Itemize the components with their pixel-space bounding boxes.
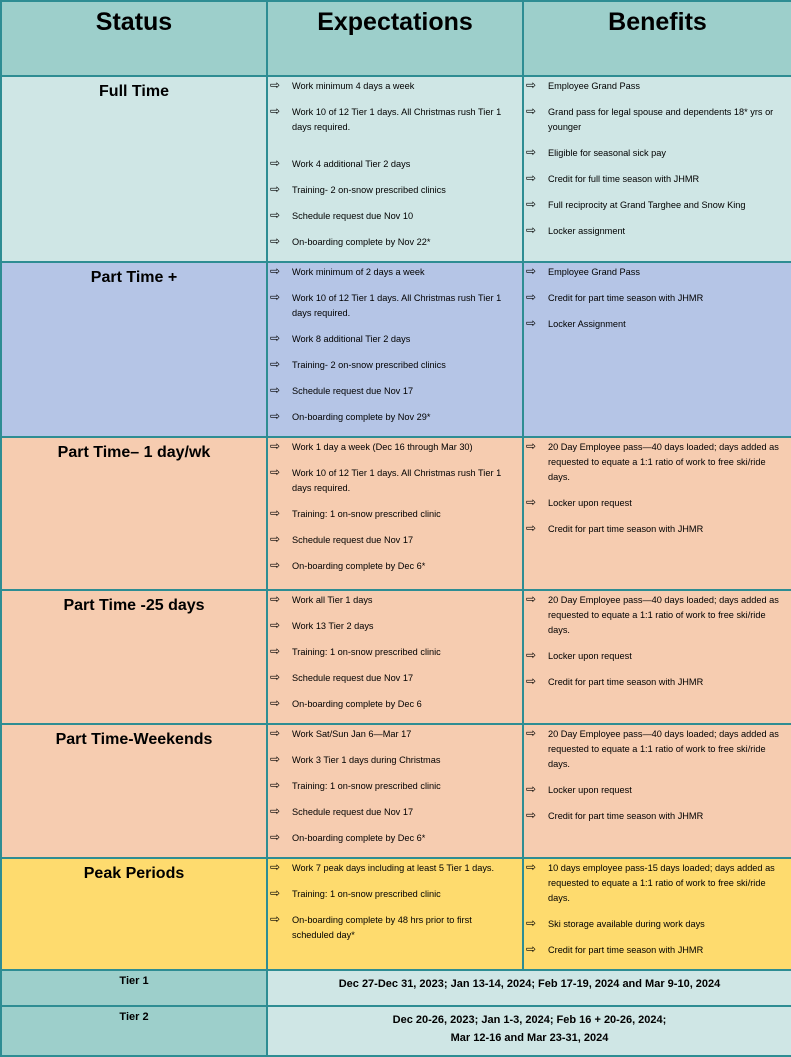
list-item: ⇨ Schedule request due Nov 17 bbox=[270, 804, 414, 818]
list-item: ⇨ Training: 1 on-snow prescribed clinic bbox=[270, 778, 441, 792]
right-arrow-icon: ⇨ bbox=[270, 696, 281, 710]
tier-label-cell: Tier 2 bbox=[1, 1006, 267, 1056]
list-item: ⇨ Work 1 day a week (Dec 16 through Mar 30) bbox=[270, 439, 473, 453]
list-item: ⇨ Grand pass for legal spouse and dependents 18* yrs or younger bbox=[526, 104, 774, 132]
list-item: ⇨ Credit for part time season with JHMR bbox=[526, 942, 704, 956]
list-item: ⇨ Schedule request due Nov 17 bbox=[270, 532, 414, 546]
right-arrow-icon: ⇨ bbox=[270, 182, 281, 196]
list-item: ⇨ Locker Assignment bbox=[526, 316, 626, 330]
right-arrow-icon: ⇨ bbox=[270, 264, 281, 278]
list-item: ⇨ Credit for part time season with JHMR bbox=[526, 674, 704, 688]
right-arrow-icon: ⇨ bbox=[526, 439, 537, 453]
right-arrow-icon: ⇨ bbox=[526, 171, 537, 185]
list-item: ⇨ Locker assignment bbox=[526, 223, 626, 237]
right-arrow-icon: ⇨ bbox=[526, 782, 537, 796]
status-cell: Part Time + bbox=[1, 262, 267, 437]
right-arrow-icon: ⇨ bbox=[270, 830, 281, 844]
list-item: ⇨ 20 Day Employee pass—40 days loaded; days added as requested to equate a 1:1 ratio of work to free ski/ride days. bbox=[526, 439, 779, 482]
list-item: ⇨ 10 days employee pass-15 days loaded; days added as requested to equate a 1:1 ratio of work to free ski/ride days. bbox=[526, 860, 775, 903]
list-item: ⇨ Work 3 Tier 1 days during Christmas bbox=[270, 752, 441, 766]
list-item: ⇨ On-boarding complete by Dec 6* bbox=[270, 558, 426, 572]
list-item: ⇨ Eligible for seasonal sick pay bbox=[526, 145, 666, 159]
list-item: ⇨ Credit for part time season with JHMR bbox=[526, 808, 704, 822]
list-item: ⇨ Employee Grand Pass bbox=[526, 264, 640, 278]
list-item: ⇨ Training- 2 on-snow prescribed clinics bbox=[270, 182, 446, 196]
benefits-cell bbox=[523, 437, 791, 590]
list-item: ⇨ Training: 1 on-snow prescribed clinic bbox=[270, 506, 441, 520]
expectations-cell bbox=[267, 858, 523, 970]
right-arrow-icon: ⇨ bbox=[526, 145, 537, 159]
expectations-cell bbox=[267, 590, 523, 724]
expectations-cell bbox=[267, 76, 523, 262]
benefits-header: Benefits bbox=[523, 1, 791, 76]
list-item: ⇨ Work all Tier 1 days bbox=[270, 592, 373, 606]
list-item: ⇨ Credit for full time season with JHMR bbox=[526, 171, 700, 185]
list-item: ⇨ Schedule request due Nov 17 bbox=[270, 670, 414, 684]
list-item: ⇨ Work 10 of 12 Tier 1 days. All Christmas rush Tier 1 days required. bbox=[270, 465, 502, 493]
list-item: ⇨ Work 8 additional Tier 2 days bbox=[270, 331, 411, 345]
right-arrow-icon: ⇨ bbox=[270, 506, 281, 520]
right-arrow-icon: ⇨ bbox=[526, 223, 537, 237]
list-item: ⇨ Credit for part time season with JHMR bbox=[526, 521, 704, 535]
list-item: ⇨ Credit for part time season with JHMR bbox=[526, 290, 704, 304]
right-arrow-icon: ⇨ bbox=[526, 521, 537, 535]
right-arrow-icon: ⇨ bbox=[526, 648, 537, 662]
right-arrow-icon: ⇨ bbox=[270, 752, 281, 766]
expectations-cell bbox=[267, 262, 523, 437]
status-cell: Peak Periods bbox=[1, 858, 267, 970]
status-row-part-time-1-day bbox=[1, 437, 791, 590]
list-item: ⇨ Schedule request due Nov 10 bbox=[270, 208, 414, 222]
status-cell: Full Time bbox=[1, 76, 267, 262]
right-arrow-icon: ⇨ bbox=[270, 778, 281, 792]
tier-dates-cell bbox=[267, 1006, 791, 1056]
right-arrow-icon: ⇨ bbox=[270, 670, 281, 684]
benefits-cell bbox=[523, 858, 791, 970]
list-item: ⇨ On-boarding complete by Nov 22* bbox=[270, 234, 431, 248]
tier-dates-line: Mar 12-16 and Mar 23-31, 2024 bbox=[450, 1032, 609, 1044]
list-item: ⇨ 20 Day Employee pass—40 days loaded; days added as requested to equate a 1:1 ratio of work to free ski/ride days. bbox=[526, 592, 779, 635]
status-cell: Part Time-Weekends bbox=[1, 724, 267, 858]
right-arrow-icon: ⇨ bbox=[526, 808, 537, 822]
right-arrow-icon: ⇨ bbox=[526, 495, 537, 509]
status-cell: Part Time -25 days bbox=[1, 590, 267, 724]
expectations-cell bbox=[267, 724, 523, 858]
list-item: ⇨ On-boarding complete by Dec 6 bbox=[270, 696, 422, 710]
right-arrow-icon: ⇨ bbox=[526, 674, 537, 688]
right-arrow-icon: ⇨ bbox=[270, 208, 281, 222]
expectations-cell bbox=[267, 437, 523, 590]
right-arrow-icon: ⇨ bbox=[526, 78, 537, 92]
status-row-part-time-plus bbox=[1, 262, 791, 437]
tier-row bbox=[1, 970, 791, 1006]
right-arrow-icon: ⇨ bbox=[526, 290, 537, 304]
benefits-cell bbox=[523, 262, 791, 437]
tier-dates-line: Dec 20-26, 2023; Jan 1-3, 2024; Feb 16 + 20-26, 2024; bbox=[392, 1014, 667, 1026]
right-arrow-icon: ⇨ bbox=[270, 592, 281, 606]
right-arrow-icon: ⇨ bbox=[526, 726, 537, 740]
right-arrow-icon: ⇨ bbox=[526, 860, 537, 874]
list-item: ⇨ Work minimum 4 days a week bbox=[270, 78, 415, 92]
status-row-full-time bbox=[1, 76, 791, 262]
right-arrow-icon: ⇨ bbox=[270, 290, 281, 304]
tier-row bbox=[1, 1006, 791, 1056]
list-item: ⇨ Training: 1 on-snow prescribed clinic bbox=[270, 644, 441, 658]
right-arrow-icon: ⇨ bbox=[526, 592, 537, 606]
right-arrow-icon: ⇨ bbox=[526, 916, 537, 930]
list-item: ⇨ Work 7 peak days including at least 5 Tier 1 days. bbox=[270, 860, 495, 874]
right-arrow-icon: ⇨ bbox=[270, 409, 281, 423]
right-arrow-icon: ⇨ bbox=[270, 331, 281, 345]
right-arrow-icon: ⇨ bbox=[270, 234, 281, 248]
status-row-part-time-25-days bbox=[1, 590, 791, 724]
right-arrow-icon: ⇨ bbox=[270, 156, 281, 170]
list-item: ⇨ 20 Day Employee pass—40 days loaded; days added as requested to equate a 1:1 ratio of work to free ski/ride days. bbox=[526, 726, 779, 769]
right-arrow-icon: ⇨ bbox=[270, 804, 281, 818]
list-item: ⇨ Work 4 additional Tier 2 days bbox=[270, 156, 411, 170]
list-item: ⇨ Locker upon request bbox=[526, 782, 632, 796]
right-arrow-icon: ⇨ bbox=[270, 644, 281, 658]
benefits-cell bbox=[523, 76, 791, 262]
benefits-cell bbox=[523, 724, 791, 858]
status-header: Status bbox=[1, 1, 267, 76]
list-item: ⇨ Work 13 Tier 2 days bbox=[270, 618, 374, 632]
list-item: ⇨ Locker upon request bbox=[526, 495, 632, 509]
list-item: ⇨ Ski storage available during work days bbox=[526, 916, 705, 930]
list-item: ⇨ Training: 1 on-snow prescribed clinic bbox=[270, 886, 441, 900]
header-row bbox=[1, 1, 791, 76]
list-item: ⇨ Training- 2 on-snow prescribed clinics bbox=[270, 357, 446, 371]
right-arrow-icon: ⇨ bbox=[270, 618, 281, 632]
list-item: ⇨ Schedule request due Nov 17 bbox=[270, 383, 414, 397]
list-item: ⇨ Full reciprocity at Grand Targhee and Snow King bbox=[526, 197, 746, 211]
tier-dates-cell bbox=[267, 970, 791, 1006]
list-item: ⇨ Employee Grand Pass bbox=[526, 78, 640, 92]
right-arrow-icon: ⇨ bbox=[526, 316, 537, 330]
right-arrow-icon: ⇨ bbox=[270, 439, 281, 453]
list-item: ⇨ Locker upon request bbox=[526, 648, 632, 662]
right-arrow-icon: ⇨ bbox=[526, 942, 537, 956]
right-arrow-icon: ⇨ bbox=[270, 465, 281, 479]
status-cell: Part Time– 1 day/wk bbox=[1, 437, 267, 590]
right-arrow-icon: ⇨ bbox=[526, 264, 537, 278]
status-row-peak-periods bbox=[1, 858, 791, 970]
status-row-part-time-weekends bbox=[1, 724, 791, 858]
right-arrow-icon: ⇨ bbox=[270, 78, 281, 92]
right-arrow-icon: ⇨ bbox=[526, 104, 537, 118]
list-item: ⇨ On-boarding complete by Nov 29* bbox=[270, 409, 431, 423]
expectations-header: Expectations bbox=[267, 1, 523, 76]
right-arrow-icon: ⇨ bbox=[270, 912, 281, 926]
list-item: ⇨ On-boarding complete by Dec 6* bbox=[270, 830, 426, 844]
right-arrow-icon: ⇨ bbox=[270, 383, 281, 397]
tier-dates-line: Dec 27-Dec 31, 2023; Jan 13-14, 2024; Feb 17-19, 2024 and Mar 9-10, 2024 bbox=[338, 978, 721, 990]
list-item: ⇨ On-boarding complete by 48 hrs prior to first scheduled day* bbox=[270, 912, 472, 940]
right-arrow-icon: ⇨ bbox=[270, 860, 281, 874]
right-arrow-icon: ⇨ bbox=[270, 532, 281, 546]
right-arrow-icon: ⇨ bbox=[270, 726, 281, 740]
right-arrow-icon: ⇨ bbox=[270, 886, 281, 900]
tier-label-cell: Tier 1 bbox=[1, 970, 267, 1006]
list-item: ⇨ Work minimum of 2 days a week bbox=[270, 264, 425, 278]
list-item: ⇨ Work Sat/Sun Jan 6—Mar 17 bbox=[270, 726, 412, 740]
right-arrow-icon: ⇨ bbox=[270, 104, 281, 118]
right-arrow-icon: ⇨ bbox=[270, 558, 281, 572]
list-item: ⇨ Work 10 of 12 Tier 1 days. All Christmas rush Tier 1 days required. bbox=[270, 290, 502, 318]
list-item: ⇨ Work 10 of 12 Tier 1 days. All Christmas rush Tier 1 days required. bbox=[270, 104, 502, 132]
right-arrow-icon: ⇨ bbox=[526, 197, 537, 211]
benefits-cell bbox=[523, 590, 791, 724]
right-arrow-icon: ⇨ bbox=[270, 357, 281, 371]
